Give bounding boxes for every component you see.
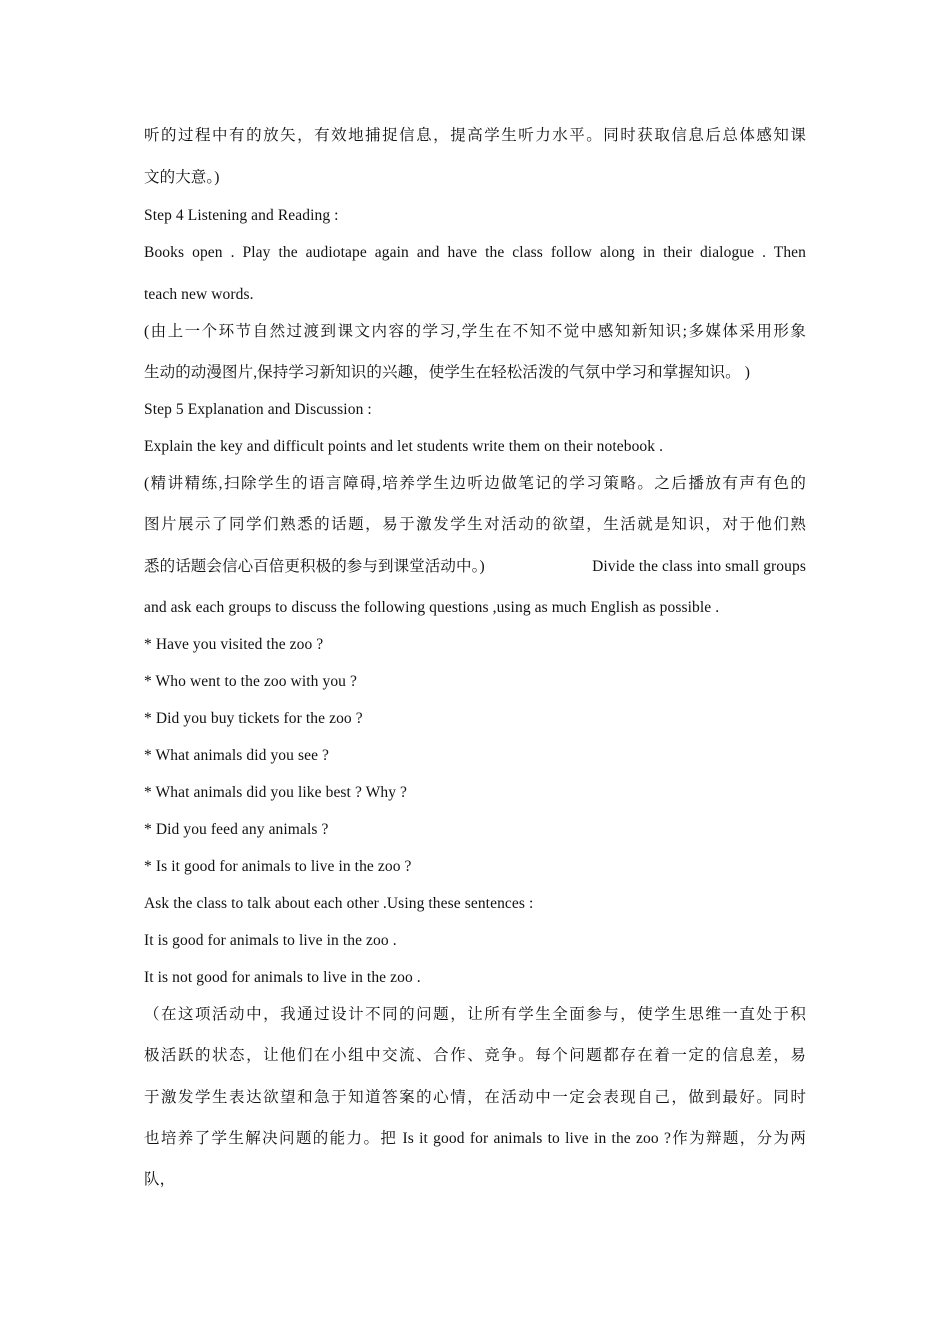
text-line: 文的大意。) [144, 169, 220, 186]
text-line: 图片展示了同学们熟悉的话题，易于激发学生对活动的欲望，生活就是知识，对于他们熟 [144, 516, 806, 533]
text-line: 也培养了学生解决问题的能力。把 Is it good for animals to live in the zoo ?作为辩题，分为两 [144, 1130, 806, 1147]
text-line: 听的过程中有的放矢，有效地捕捉信息，提高学生听力水平。同时获取信息后总体感知课 [144, 127, 806, 144]
text-line: (精讲精练,扫除学生的语言障碍,培养学生边听边做笔记的学习策略。之后播放有声有色的 [144, 475, 806, 492]
question-item: * Did you feed any animals ? [144, 821, 329, 838]
question-item: * What animals did you see ? [144, 747, 330, 764]
step-heading: Step 4 Listening and Reading : [144, 207, 339, 224]
question-item: * Have you visited the zoo ? [144, 636, 324, 653]
text-line: 生动的动漫图片,保持学习新知识的兴趣，使学生在轻松活泼的气氛中学习和掌握知识。 ) [144, 364, 751, 381]
text-line: and ask each groups to discuss the following questions ,using as much English as possible . [144, 599, 720, 616]
question-item: * Who went to the zoo with you ? [144, 673, 357, 690]
text-line: Books open . Play the audiotape again and have the class follow along in their dialogue . Then [144, 244, 806, 261]
text-line [144, 557, 806, 577]
text-line: teach new words. [144, 286, 254, 303]
text-line: 极活跃的状态，让他们在小组中交流、合作、竞争。每个问题都存在着一定的信息差，易 [144, 1047, 806, 1064]
text-line: 于激发学生表达欲望和急于知道答案的心情，在活动中一定会表现自己，做到最好。同时 [144, 1089, 806, 1106]
text-line: Explain the key and difficult points and let students write them on their notebook . [144, 438, 664, 455]
text-line: It is good for animals to live in the zoo . [144, 932, 397, 949]
text-line: It is not good for animals to live in the zoo . [144, 969, 421, 986]
step-heading: Step 5 Explanation and Discussion : [144, 401, 372, 418]
text-fragment: 悉的话题会信心百倍更积极的参与到课堂活动中。) [144, 558, 485, 575]
question-item: * What animals did you like best ? Why ? [144, 784, 407, 801]
text-line: 队， [144, 1171, 176, 1188]
text-fragment: Divide the class into small groups [592, 558, 806, 575]
text-line: (由上一个环节自然过渡到课文内容的学习,学生在不知不觉中感知新知识;多媒体采用形象 [144, 323, 806, 340]
text-line: （在这项活动中，我通过设计不同的问题，让所有学生全面参与，使学生思维一直处于积 [144, 1006, 806, 1023]
question-item: * Did you buy tickets for the zoo ? [144, 710, 363, 727]
question-item: * Is it good for animals to live in the zoo ? [144, 858, 412, 875]
text-line: Ask the class to talk about each other .Using these sentences : [144, 895, 534, 912]
